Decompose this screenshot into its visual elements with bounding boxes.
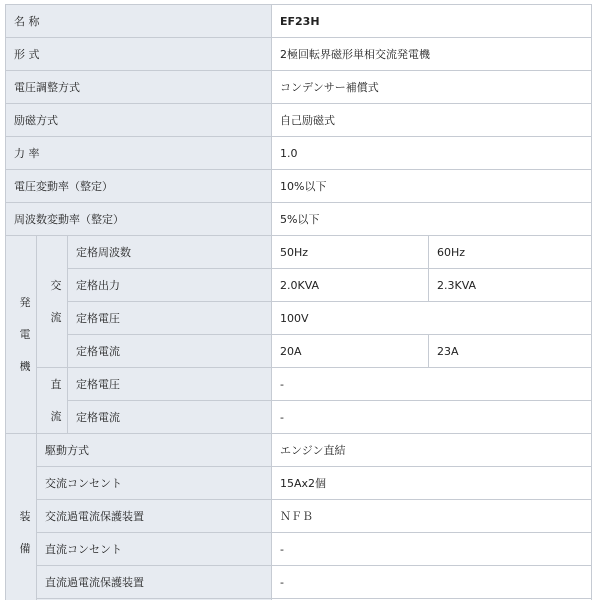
label-name: 名 称 (6, 5, 272, 38)
value-ac-rated-output-60: 2.3KVA (429, 269, 592, 302)
row-dc-overcurrent-protection (6, 566, 592, 599)
value-dc-rated-voltage: - (272, 368, 592, 401)
group-generator-char: 発 (19, 295, 31, 309)
group-generator-char: 電 (19, 327, 31, 341)
group-ac-char: 交 (50, 278, 62, 292)
row-dc-rated-current (6, 401, 592, 434)
group-equipment (6, 434, 37, 600)
row-ac-outlet (6, 467, 592, 500)
label-voltage-variation: 電圧変動率（整定） (6, 170, 272, 203)
label-ac-outlet: 交流コンセント (37, 467, 272, 500)
value-dc-outlet: - (272, 533, 592, 566)
row-drive-method (6, 434, 592, 467)
value-dc-overcurrent-protection: - (272, 566, 592, 599)
row-ac-rated-current (6, 335, 592, 368)
value-frequency-variation: 5%以下 (272, 203, 592, 236)
value-excitation: 自己励磁式 (272, 104, 592, 137)
label-ac-rated-current: 定格電流 (68, 335, 272, 368)
label-power-factor: 力 率 (6, 137, 272, 170)
value-voltage-regulation: コンデンサー補償式 (272, 71, 592, 104)
label-ac-rated-frequency: 定格周波数 (68, 236, 272, 269)
row-dc-rated-voltage (6, 368, 592, 401)
value-dc-rated-current: - (272, 401, 592, 434)
row-voltage-variation (6, 170, 592, 203)
group-ac-char: 流 (50, 310, 62, 324)
row-power-factor (6, 137, 592, 170)
value-drive-method: エンジン直結 (272, 434, 592, 467)
group-generator-char: 機 (19, 359, 31, 373)
label-dc-rated-current: 定格電流 (68, 401, 272, 434)
label-dc-rated-voltage: 定格電圧 (68, 368, 272, 401)
group-equipment-char: 装 (19, 509, 31, 523)
label-frequency-variation: 周波数変動率（整定） (6, 203, 272, 236)
row-voltage-regulation (6, 71, 592, 104)
row-frequency-variation (6, 203, 592, 236)
group-ac (37, 236, 68, 368)
label-drive-method: 駆動方式 (37, 434, 272, 467)
row-ac-rated-output (6, 269, 592, 302)
label-type: 形 式 (6, 38, 272, 71)
label-ac-rated-output: 定格出力 (68, 269, 272, 302)
label-excitation: 励磁方式 (6, 104, 272, 137)
row-name (6, 5, 592, 38)
row-ac-rated-frequency (6, 236, 592, 269)
group-equipment-char: 備 (19, 541, 31, 555)
value-ac-rated-output-50: 2.0KVA (272, 269, 429, 302)
label-ac-overcurrent-protection: 交流過電流保護装置 (37, 500, 272, 533)
row-ac-rated-voltage (6, 302, 592, 335)
value-ac-rated-voltage: 100V (272, 302, 592, 335)
group-dc (37, 368, 68, 434)
value-ac-rated-frequency-60: 60Hz (429, 236, 592, 269)
label-voltage-regulation: 電圧調整方式 (6, 71, 272, 104)
group-dc-char: 直 (50, 377, 62, 391)
group-generator (6, 236, 37, 434)
row-excitation (6, 104, 592, 137)
value-ac-outlet: 15Ax2個 (272, 467, 592, 500)
value-power-factor: 1.0 (272, 137, 592, 170)
value-voltage-variation: 10%以下 (272, 170, 592, 203)
value-ac-rated-current-50: 20A (272, 335, 429, 368)
spec-table (5, 4, 592, 600)
label-dc-overcurrent-protection: 直流過電流保護装置 (37, 566, 272, 599)
group-dc-char: 流 (50, 409, 62, 423)
value-ac-rated-current-60: 23A (429, 335, 592, 368)
label-ac-rated-voltage: 定格電圧 (68, 302, 272, 335)
label-dc-outlet: 直流コンセント (37, 533, 272, 566)
value-ac-rated-frequency-50: 50Hz (272, 236, 429, 269)
value-type: 2極回転界磁形単相交流発電機 (272, 38, 592, 71)
row-dc-outlet (6, 533, 592, 566)
row-type (6, 38, 592, 71)
row-ac-overcurrent-protection (6, 500, 592, 533)
value-model-name: EF23H (272, 5, 592, 38)
value-ac-overcurrent-protection: ＮＦＢ (272, 500, 592, 533)
